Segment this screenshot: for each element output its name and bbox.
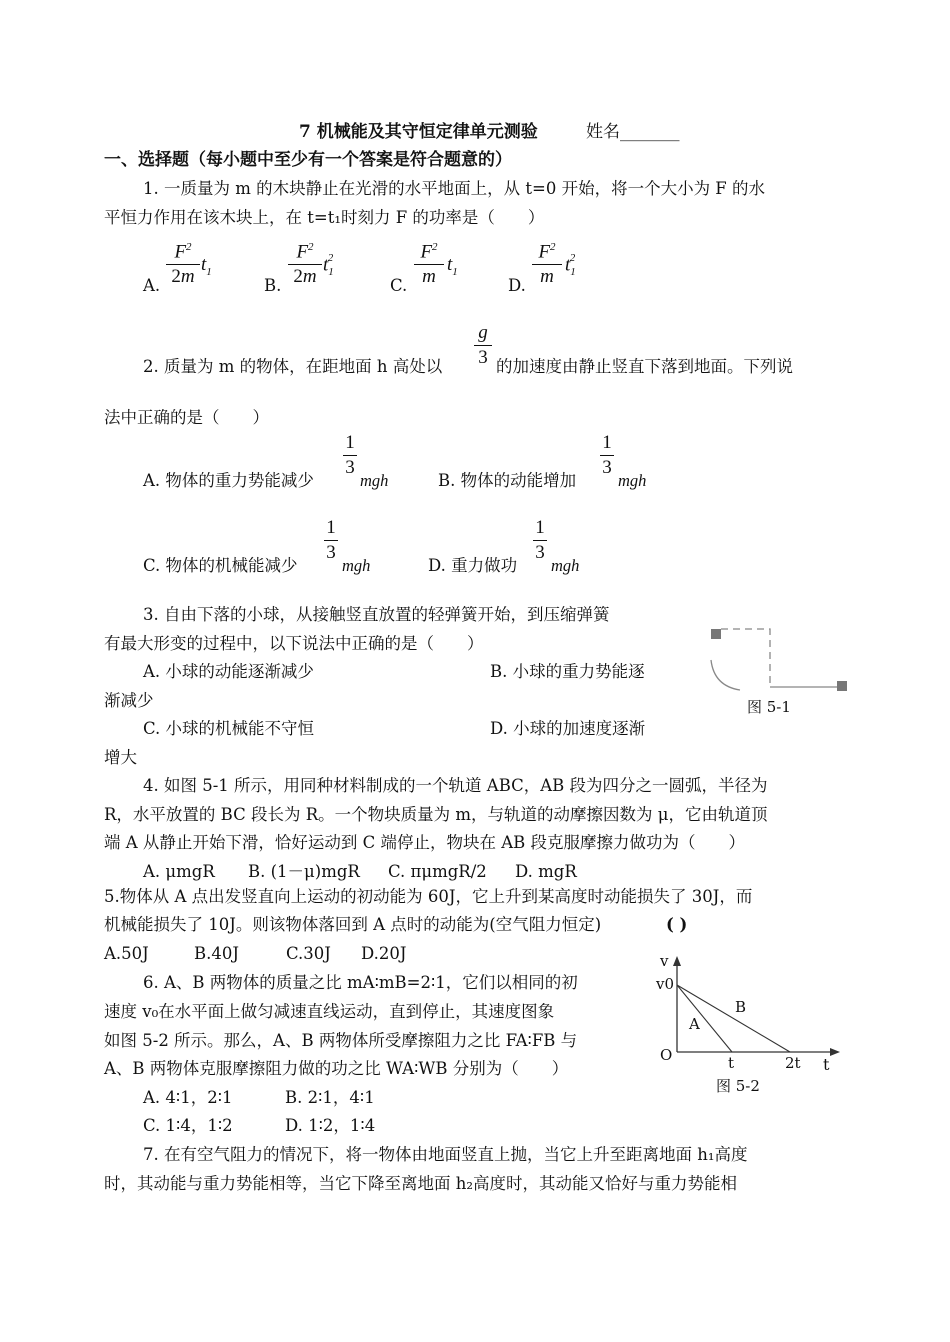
figure-5-2-velocity-graph (650, 950, 850, 1080)
q1-formula-c: $F^2$ m (414, 236, 444, 288)
q2-frac-d: 1 3 (533, 517, 547, 564)
q1-line2: 平恒力作用在该木块上，在 t=t₁时刻力 F 的功率是（ ） (104, 208, 545, 227)
q4-option-b: B. (1－μ)mgR (248, 862, 360, 881)
q1-formula-d: $F^2$ m (532, 236, 562, 288)
q2-mgh-c: mgh (342, 556, 371, 575)
name-field: 姓名_______ (586, 122, 680, 142)
fig52-t1-label: t (728, 1054, 735, 1072)
q1-formula-b-t: $t_1^2$ (323, 252, 334, 279)
q7-line1: 7. 在有空气阻力的情况下，将一物体由地面竖直上抛，当它上升至距离地面 h₁高度 (143, 1145, 748, 1164)
q2-frac-a: 1 3 (343, 432, 357, 479)
q1-line1: 1. 一质量为 m 的木块静止在光滑的水平地面上，从 t=0 开始，将一个大小为 F 的水 (143, 179, 766, 198)
q3-option-b: B. 小球的重力势能逐 (490, 662, 645, 681)
fig52-t2-label: 2t (785, 1054, 801, 1072)
q3-option-c: C. 小球的机械能不守恒 (143, 719, 315, 738)
q3-option-d: D. 小球的加速度逐渐 (490, 719, 646, 738)
q4-line2: R，水平放置的 BC 段长为 R。一个物块质量为 m，与轨道的动摩擦因数为 μ，它由轨道顶 (104, 805, 768, 824)
q5-bracket: ( ) (666, 915, 688, 934)
q4-line1: 4. 如图 5-1 所示，用同种材料制成的一个轨道 ABC，AB 段为四分之一圆弧，半径为 (143, 776, 768, 795)
figure-5-2-caption: 图 5-2 (716, 1077, 760, 1095)
q2-mgh-d: mgh (551, 556, 580, 575)
fig52-t-axis-label: t (823, 1055, 830, 1074)
q5-option-b: B.40J (194, 944, 239, 963)
q1-formula-a: $F^2$ 2m (166, 236, 200, 288)
q6-option-b: B. 2∶1，4∶1 (285, 1088, 375, 1107)
figure-5-1-caption: 图 5-1 (747, 698, 791, 716)
q5-line1: 5.物体从 A 点出发竖直向上运动的初动能为 60J，它上升到某高度时动能损失了 30J，而 (104, 887, 753, 906)
q2-frac-b: 1 3 (600, 432, 614, 479)
q7-line2: 时，其动能与重力势能相等，当它下降至离地面 h₂高度时，其动能又恰好与重力势能相 (104, 1174, 737, 1193)
q6-option-a: A. 4∶1，2∶1 (143, 1088, 233, 1107)
q2-option-b: B. 物体的动能增加 (438, 471, 577, 490)
q1-formula-c-t: $t_1$ (447, 254, 458, 278)
q2-mgh-a: mgh (360, 471, 389, 490)
q6-option-c: C. 1∶4，1∶2 (143, 1116, 233, 1135)
figure-5-1-track (700, 620, 860, 700)
q3-line1: 3. 自由下落的小球，从接触竖直放置的轻弹簧开始，到压缩弹簧 (143, 605, 610, 624)
q1-formula-b: $F^2$ 2m (288, 236, 322, 288)
q3-option-d-cont: 增大 (104, 748, 137, 767)
fig52-v0-label: v0 (656, 975, 675, 993)
q1-option-c: C. (390, 276, 408, 295)
q5-option-c: C.30J (286, 944, 331, 963)
q1-option-a: A. (143, 276, 161, 295)
fig52-b-label: B (735, 998, 747, 1016)
q2-option-c: C. 物体的机械能减少 (143, 556, 298, 575)
q2-g-over-3: g 3 (474, 322, 492, 369)
q6-line3: 如图 5-2 所示。那么，A、B 两物体所受摩擦阻力之比 FA∶FB 与 (104, 1031, 578, 1050)
fig52-origin-label: O (660, 1046, 673, 1064)
q3-line2: 有最大形变的过程中，以下说法中正确的是（ ） (104, 634, 484, 653)
q2-mgh-b: mgh (618, 471, 647, 490)
section-heading: 一、选择题（每小题中至少有一个答案是符合题意的） (104, 150, 512, 170)
fig52-v-label: v (660, 952, 669, 970)
q2-line1a: 2. 质量为 m 的物体，在距地面 h 高处以 (143, 357, 443, 376)
q6-line4: A、B 两物体克服摩擦阻力做的功之比 WA∶WB 分别为（ ） (104, 1059, 569, 1078)
q6-line2: 速度 v₀在水平面上做匀减速直线运动，直到停止，其速度图象 (104, 1002, 555, 1021)
q2-option-a: A. 物体的重力势能减少 (143, 471, 314, 490)
q1-formula-a-t: $t_1$ (201, 254, 212, 278)
q4-option-a: A. μmgR (143, 862, 215, 881)
q1-option-b: B. (264, 276, 282, 295)
fig52-a-label: A (689, 1015, 700, 1033)
q6-option-d: D. 1∶2，1∶4 (285, 1116, 376, 1135)
q6-line1: 6. A、B 两物体的质量之比 mA∶mB=2∶1，它们以相同的初 (143, 973, 578, 992)
q2-line2: 法中正确的是（ ） (104, 408, 269, 427)
q2-option-d: D. 重力做功 (428, 556, 518, 575)
q5-line2: 机械能损失了 10J。则该物体落回到 A 点时的动能为(空气阻力恒定) (104, 915, 602, 934)
q5-option-d: D.20J (361, 944, 407, 963)
q3-option-a: A. 小球的动能逐渐减少 (143, 662, 314, 681)
page-title: 7 机械能及其守恒定律单元测验 (299, 122, 538, 142)
q5-option-a: A.50J (104, 944, 149, 963)
q1-option-d: D. (508, 276, 526, 295)
q4-option-c: C. πμmgR/2 (388, 862, 487, 881)
q3-option-b-cont: 渐减少 (104, 691, 154, 710)
q2-line1b: 的加速度由静止竖直下落到地面。下列说 (496, 357, 793, 376)
q1-formula-d-t: $t_1^2$ (565, 252, 576, 279)
q4-line3: 端 A 从静止开始下滑，恰好运动到 C 端停止，物块在 AB 段克服摩擦力做功为（ ） (104, 833, 746, 852)
q4-option-d: D. mgR (515, 862, 577, 881)
q2-frac-c: 1 3 (324, 517, 338, 564)
